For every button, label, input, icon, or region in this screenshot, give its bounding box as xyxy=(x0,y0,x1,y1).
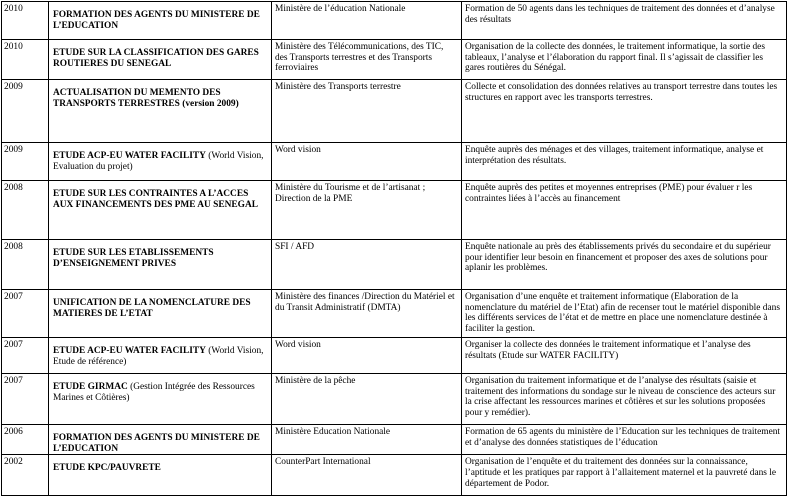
project-title-cell xyxy=(49,2,272,40)
project-title: ETUDE SUR LA CLASSIFICATION DES GARES ROUTIERES DU SENEGAL xyxy=(53,48,259,69)
project-title-detail: (Gestion Intégrée des Ressources Marines et Côtières) xyxy=(53,382,255,403)
table-row xyxy=(2,240,787,290)
project-title-cell xyxy=(49,338,272,374)
table-row xyxy=(2,338,787,374)
project-title-cell xyxy=(49,80,272,143)
references-table xyxy=(1,1,787,496)
project-title: FORMATION DES AGENTS DU MINISTERE DE L’EDUCATION xyxy=(53,433,260,454)
table-row xyxy=(2,290,787,338)
project-title: ETUDE SUR LES ETABLISSEMENTS D’ENSEIGNEMENT PRIVES xyxy=(53,248,214,269)
description-cell: Enquête auprès des ménages et des villages, traitement informatique, analyse et interprétation des résultats. xyxy=(462,143,787,181)
table-row xyxy=(2,143,787,181)
year-cell: 2007 xyxy=(2,338,49,374)
description-cell: Organiser la collecte des données le traitement informatique et l’analyse des résultats (Etude sur WATER FACILITY) xyxy=(462,338,787,374)
project-title: ETUDE SUR LES CONTRAINTES A L’ACCES AUX FINANCEMENTS DES PME AU SENEGAL xyxy=(53,189,258,210)
client-cell: Ministère des Transports terrestre xyxy=(272,80,462,143)
project-title-cell xyxy=(49,290,272,338)
client-cell: Ministère de la pêche xyxy=(272,374,462,425)
year-cell: 2010 xyxy=(2,40,49,80)
description-cell: Enquête nationale au près des établissements privés du secondaire et du supérieur pour identifier leur besoin en financement et proposer des axes de solutions pour aplanir les problèmes. xyxy=(462,240,787,290)
project-title-detail: (World Vision, Evaluation du projet) xyxy=(53,151,264,172)
year-cell: 2002 xyxy=(2,455,49,496)
year-cell: 2007 xyxy=(2,290,49,338)
year-cell: 2006 xyxy=(2,425,49,455)
project-title-cell xyxy=(49,455,272,496)
client-cell: Ministère des finances /Direction du Matériel et du Transit Administratif (DMTA) xyxy=(272,290,462,338)
project-title: FORMATION DES AGENTS DU MINISTERE DE L’EDUCATION xyxy=(53,10,260,31)
client-cell: Ministère du Tourisme et de l’artisanat ; Direction de la PME xyxy=(272,181,462,240)
year-cell: 2009 xyxy=(2,143,49,181)
project-title-cell xyxy=(49,425,272,455)
project-title-cell xyxy=(49,240,272,290)
year-cell: 2009 xyxy=(2,80,49,143)
description-cell: Enquête auprès des petites et moyennes entreprises (PME) pour évaluer r les contraintes liées à l’accès au financement xyxy=(462,181,787,240)
description-cell: Organisation de l’enquête et du traitement des données sur la connaissance, l’aptitude et les pratiques par rapport à l’allaitement maternel et la pauvreté dans le département de Podor. xyxy=(462,455,787,496)
project-title: ETUDE KPC/PAUVRETE xyxy=(53,463,161,474)
table-row xyxy=(2,80,787,143)
references-table-body xyxy=(2,2,787,496)
project-title-cell xyxy=(49,374,272,425)
project-title-cell xyxy=(49,40,272,80)
client-cell: Ministère Education Nationale xyxy=(272,425,462,455)
description-cell: Collecte et consolidation des données relatives au transport terrestre dans toutes les structures en rapport avec les transports terrestres. xyxy=(462,80,787,143)
table-row xyxy=(2,455,787,496)
project-title: ETUDE ACP-EU WATER FACILITY xyxy=(53,346,206,356)
description-cell: Formation de 65 agents du ministère de l’Education sur les techniques de traitement et d’analyse des données statistiques de l’éducation xyxy=(462,425,787,455)
table-row xyxy=(2,374,787,425)
client-cell: CounterPart International xyxy=(272,455,462,496)
description-cell: Organisation d’une enquête et traitement informatique (Elaboration de la nomenclature du matériel de l’Etat) afin de recenser tout le matériel disponible dans les différents services de l’état et de mettre en place une nomenclature destinée à faciliter la gestion. xyxy=(462,290,787,338)
project-title: ETUDE ACP-EU WATER FACILITY xyxy=(53,151,206,161)
table-row xyxy=(2,40,787,80)
description-cell: Formation de 50 agents dans les techniques de traitement des données et d’analyse des résultats xyxy=(462,2,787,40)
year-cell: 2010 xyxy=(2,2,49,40)
table-row xyxy=(2,181,787,240)
table-row xyxy=(2,2,787,40)
year-cell: 2008 xyxy=(2,240,49,290)
client-cell: SFI / AFD xyxy=(272,240,462,290)
project-title-cell xyxy=(49,143,272,181)
year-cell: 2007 xyxy=(2,374,49,425)
description-cell: Organisation de la collecte des données, le traitement informatique, la sortie des tableaux, l’analyse et l’élaboration du rapport final. Il s’agissait de classifier les gares routières du Sénégal. xyxy=(462,40,787,80)
project-title-detail: (World Vision, Etude de référence) xyxy=(53,346,264,367)
description-cell: Organisation du traitement informatique et de l’analyse des résultats (saisie et traitement des informations du sondage sur le niveau de conscience des acteurs sur la crise affectant les ressources marines et côtières et sur les solutions proposées pour y remédier). xyxy=(462,374,787,425)
client-cell: Ministère des Télécommunications, des TIC, des Transports terrestres et des Transports ferroviaires xyxy=(272,40,462,80)
year-cell: 2008 xyxy=(2,181,49,240)
project-title: UNIFICATION DE LA NOMENCLATURE DES MATIERES DE L’ETAT xyxy=(53,298,251,319)
table-row xyxy=(2,425,787,455)
client-cell: Word vision xyxy=(272,143,462,181)
project-title-cell xyxy=(49,181,272,240)
project-title: ETUDE GIRMAC xyxy=(53,382,128,392)
project-title: ACTUALISATION DU MEMENTO DES TRANSPORTS TERRESTRES (version 2009) xyxy=(53,88,239,109)
client-cell: Word vision xyxy=(272,338,462,374)
client-cell: Ministère de l’éducation Nationale xyxy=(272,2,462,40)
